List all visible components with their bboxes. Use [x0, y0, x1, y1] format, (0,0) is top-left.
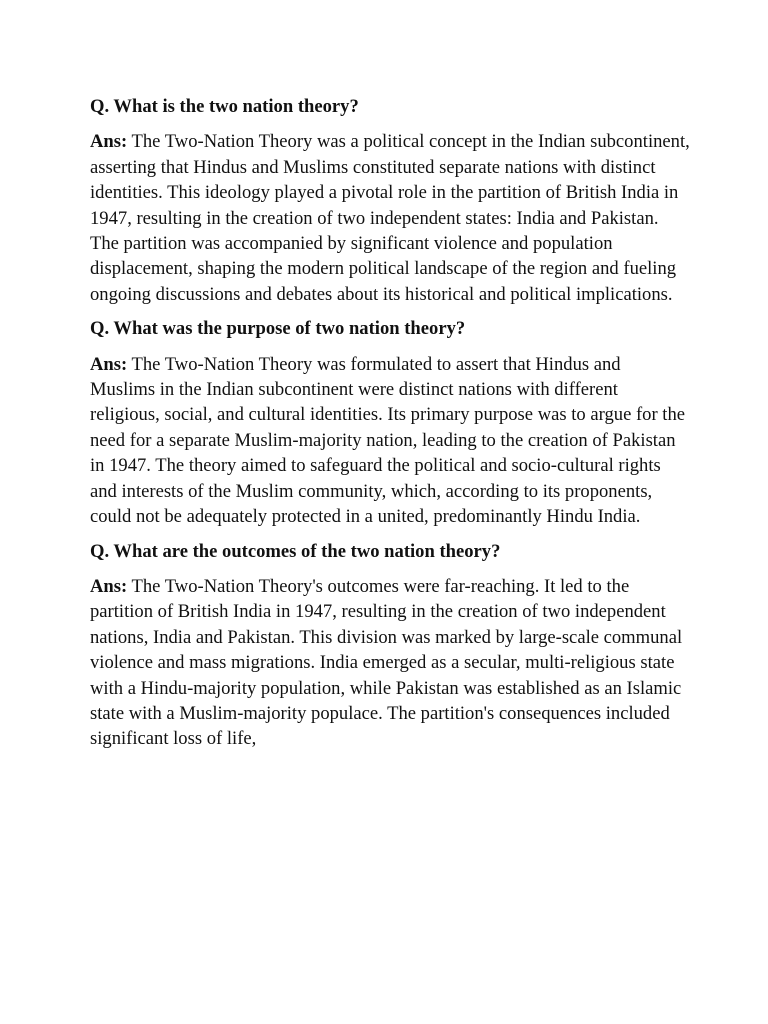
question-heading: Q. What was the purpose of two nation theory? [90, 318, 466, 340]
question-heading: Q. What are the outcomes of the two nation theory? [90, 540, 501, 562]
answer-label: Ans: [90, 575, 128, 597]
answer-label: Ans: [90, 353, 128, 375]
answer-text: The Two-Nation Theory's outcomes were far-reaching. It led to the partition of British India in 1947, resulting in the creation of two independent nations, India and Pakistan. This division was marked by large-scale communal violence and mass migrations. India emerged as a secular, multi-religious state with a Hindu-majority population, while Pakistan was established as an Islamic state with a Muslim-majority populace. The partition's consequences included significant loss of life, [90, 575, 683, 750]
qa-section-2 [90, 316, 690, 529]
answer-paragraph [90, 129, 690, 307]
question-heading: Q. What is the two nation theory? [90, 96, 359, 117]
qa-section-3 [90, 539, 690, 752]
answer-paragraph [90, 574, 690, 752]
document-page [90, 94, 690, 761]
answer-paragraph [90, 352, 690, 530]
answer-label: Ans: [90, 131, 128, 153]
qa-section-1 [90, 94, 690, 307]
answer-text: The Two-Nation Theory was a political concept in the Indian subcontinent, asserting that Hindus and Muslims constituted separate nations with distinct identities. This ideology played a pivotal role in the partition of British India in 1947, resulting in the creation of two independent states: India and Pakistan. The partition was accompanied by significant violence and population displacement, shaping the modern political landscape of the region and fueling ongoing discussions and debates about its historical and political implications. [90, 131, 690, 305]
answer-text: The Two-Nation Theory was formulated to assert that Hindus and Muslims in the Indian subcontinent were distinct nations with different religious, social, and cultural identities. Its primary purpose was to argue for the need for a separate Muslim-majority nation, leading to the creation of Pakistan in 1947. The theory aimed to safeguard the political and socio-cultural rights and interests of the Muslim community, which, according to its proponents, could not be adequately protected in a united, predominantly Hindu India. [90, 353, 686, 528]
